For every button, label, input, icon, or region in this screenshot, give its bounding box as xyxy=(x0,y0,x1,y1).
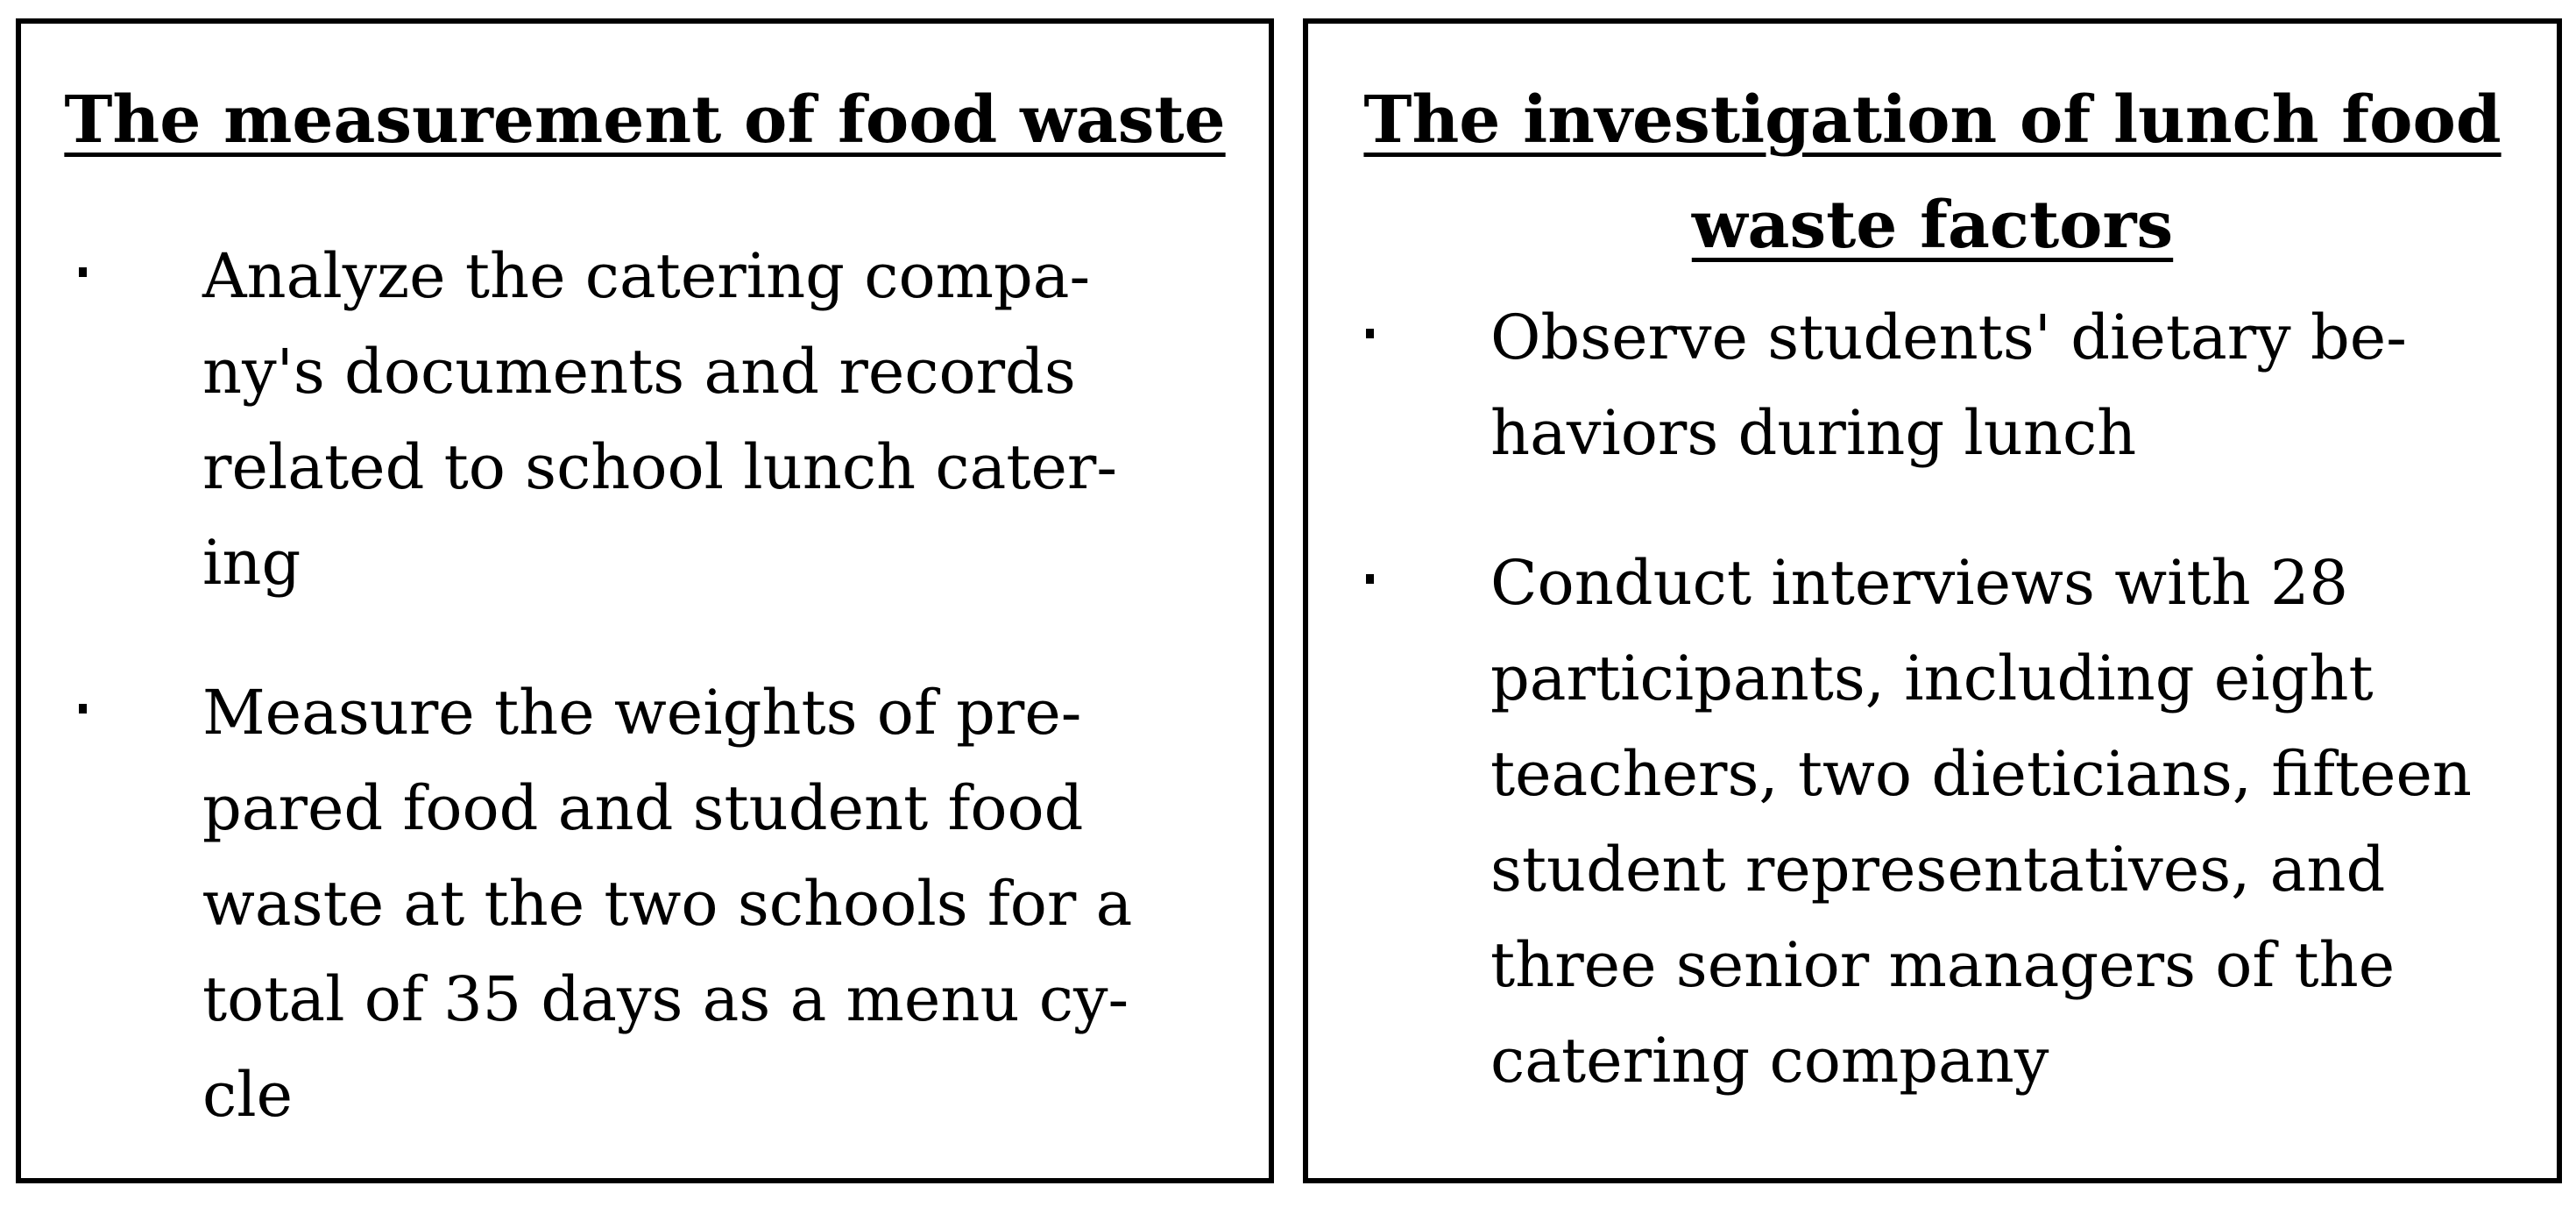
text-line: three senior managers of the xyxy=(1490,929,2396,1001)
text-line: Observe students' dietary be- xyxy=(1490,302,2407,373)
square-bullet-icon xyxy=(1366,329,1374,338)
text-line: waste at the two schools for a xyxy=(202,868,1133,940)
square-bullet-icon xyxy=(79,704,87,714)
bullet-list xyxy=(1308,290,2557,1163)
text-line: Measure the weights of pre- xyxy=(202,677,1082,749)
square-bullet-icon xyxy=(79,267,87,277)
text-line: pared food and student food xyxy=(202,772,1084,844)
text-line: Conduct interviews with 28 xyxy=(1490,547,2349,619)
list-item xyxy=(1308,536,2557,1109)
item-text xyxy=(202,665,1210,1143)
food-waste-measurement-panel xyxy=(16,18,1274,1183)
text-line: catering company xyxy=(1490,1025,2049,1097)
text-line: total of 35 days as a menu cy- xyxy=(202,963,1129,1035)
list-item xyxy=(21,665,1269,1143)
square-bullet-icon xyxy=(1366,574,1374,584)
text-line: cle xyxy=(202,1059,294,1131)
item-text xyxy=(1490,290,2524,481)
panel-title: The measurement of food waste xyxy=(64,82,1226,158)
text-line: teachers, two dieticians, fifteen xyxy=(1490,738,2472,810)
text-line: related to school lunch cater- xyxy=(202,431,1117,503)
text-line: ny's documents and records xyxy=(202,336,1076,408)
text-line: haviors during lunch xyxy=(1490,397,2137,469)
item-text xyxy=(202,229,1210,611)
bullet-list xyxy=(21,229,1269,1197)
text-line: Analyze the catering compa- xyxy=(202,240,1091,312)
text-line: participants, including eight xyxy=(1490,643,2374,714)
text-line: ing xyxy=(202,527,301,599)
list-item xyxy=(1308,290,2557,481)
lunch-waste-factors-panel xyxy=(1303,18,2562,1183)
list-item xyxy=(21,229,1269,611)
title-line: waste factors xyxy=(1691,188,2174,263)
text-line: student representatives, and xyxy=(1490,834,2386,905)
panel-title xyxy=(1343,67,2522,278)
item-text xyxy=(1490,536,2524,1109)
title-line: The investigation of lunch food xyxy=(1363,82,2502,158)
